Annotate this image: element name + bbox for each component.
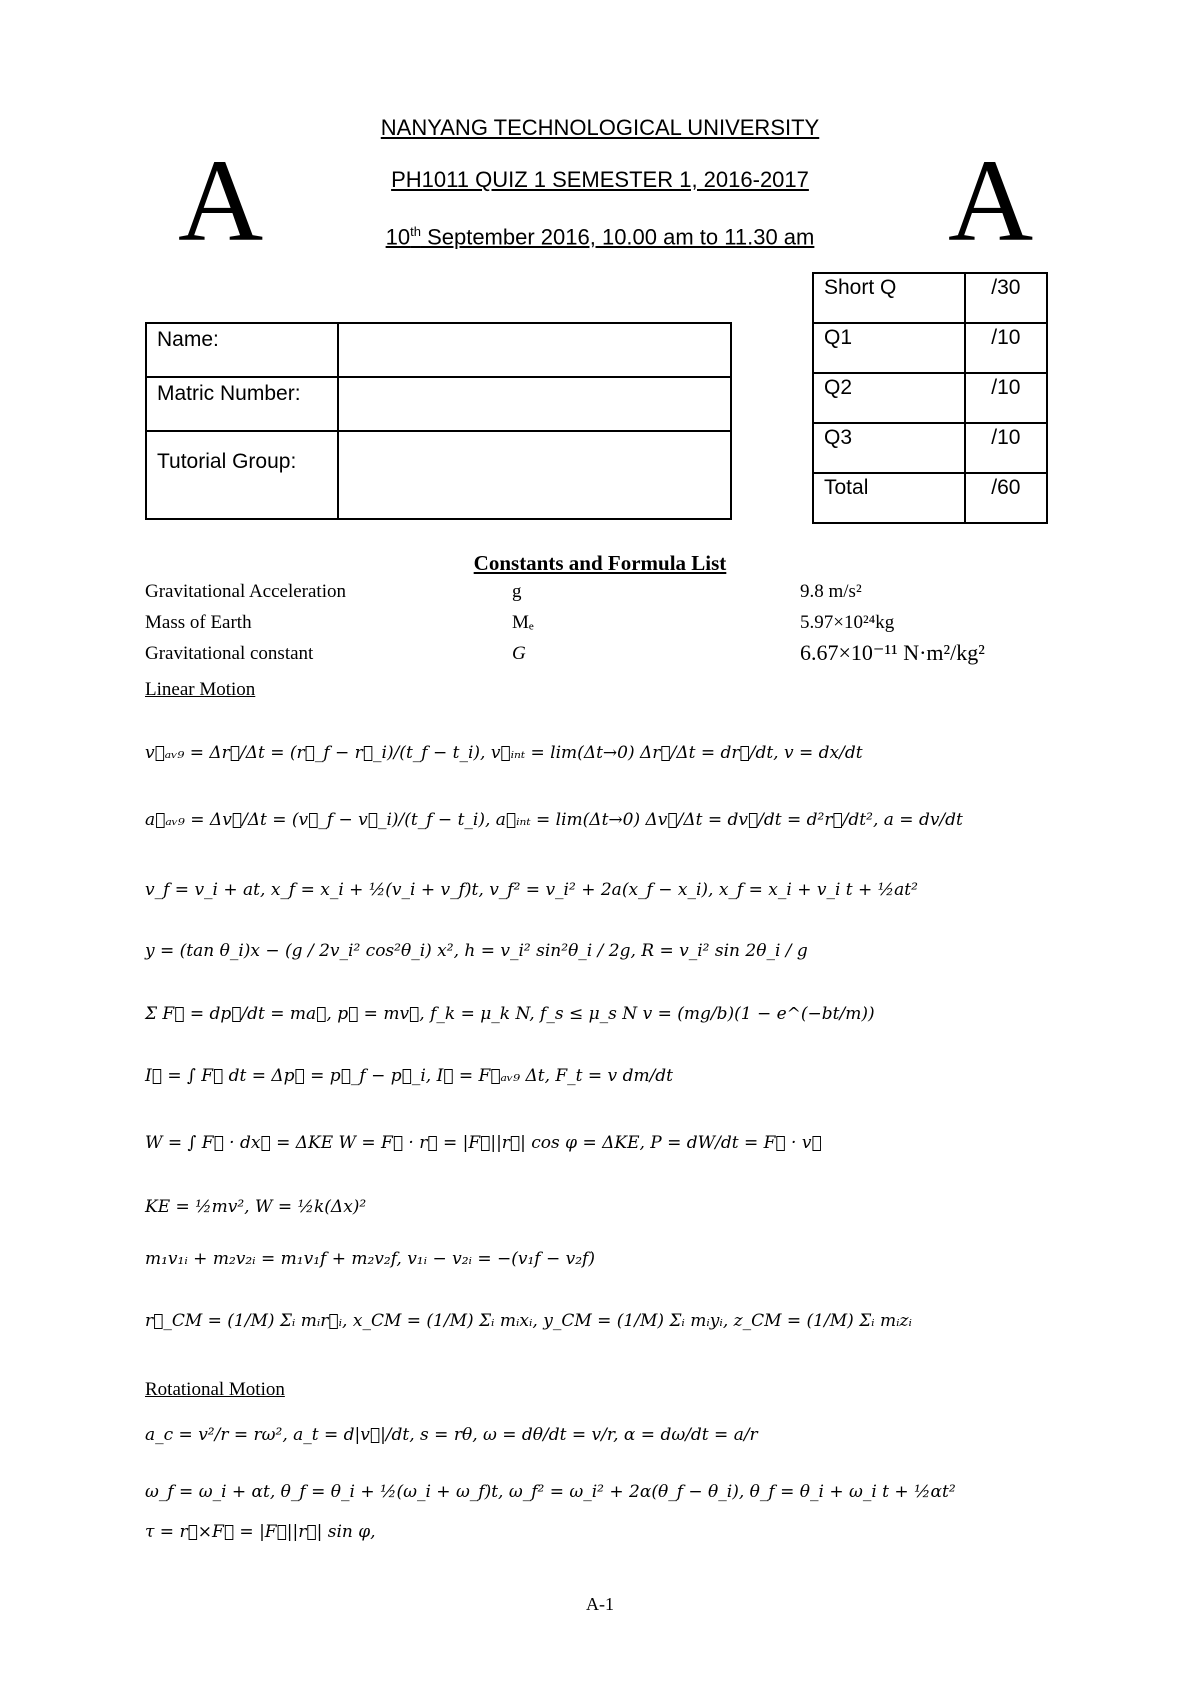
equation-line: v⃗ₐᵥ₉ = Δr⃗/Δt = (r⃗_f − r⃗_i)/(t_f − t_i), v⃗ᵢₙₜ = lim(Δt→0) Δr⃗/Δt = dr⃗/dt, v = dx/dt (145, 743, 863, 763)
constant-symbol: g (512, 581, 522, 602)
score-max: /10 (965, 423, 1047, 473)
date-day: 10 (385, 224, 411, 250)
section-linear-motion: Linear Motion (145, 679, 256, 700)
version-letter-left: A (178, 135, 264, 266)
equation-line: r⃗_CM = (1/M) Σᵢ mᵢr⃗ᵢ, x_CM = (1/M) Σᵢ mᵢxᵢ, y_CM = (1/M) Σᵢ mᵢyᵢ, z_CM = (1/M) Σᵢ mᵢzᵢ (145, 1311, 912, 1331)
section-rotational-motion: Rotational Motion (145, 1379, 285, 1400)
score-max: /30 (965, 273, 1047, 323)
score-max: /10 (965, 323, 1047, 373)
constant-value: 5.97×10²⁴kg (800, 612, 895, 633)
score-max: /60 (965, 473, 1047, 523)
equation-line: W = ∫ F⃗ · dx⃗ = ΔKE W = F⃗ · r⃗ = |F⃗||r⃗| cos φ = ΔKE, P = dW/dt = F⃗ · v⃗ (145, 1133, 822, 1153)
constant-symbol: G (512, 643, 526, 664)
name-label: Name: (146, 323, 338, 377)
matric-label: Matric Number: (146, 377, 338, 431)
equation-line: y = (tan θ_i)x − (g / 2v_i² cos²θ_i) x², h = v_i² sin²θ_i / 2g, R = v_i² sin 2θ_i / g (145, 941, 808, 961)
score-row (813, 273, 1047, 323)
score-row (813, 323, 1047, 373)
score-item: Q3 (813, 423, 965, 473)
date-suffix: th (410, 224, 421, 239)
score-row (813, 473, 1047, 523)
equation-line: I⃗ = ∫ F⃗ dt = Δp⃗ = p⃗_f − p⃗_i, I⃗ = F⃗ₐᵥ₉ Δt, F_t = v dm/dt (145, 1066, 674, 1086)
constant-symbol: Mₑ (512, 612, 534, 633)
equation-line: a⃗ₐᵥ₉ = Δv⃗/Δt = (v⃗_f − v⃗_i)/(t_f − t_i), a⃗ᵢₙₜ = lim(Δt→0) Δv⃗/Δt = dv⃗/dt = d²r⃗/dt², a = dv/dt (145, 810, 963, 830)
constant-value: 6.67×10⁻¹¹ N·m²/kg² (800, 640, 985, 665)
score-max: /10 (965, 373, 1047, 423)
constant-name: Mass of Earth (145, 612, 252, 633)
matric-field[interactable] (338, 377, 731, 431)
score-item: Total (813, 473, 965, 523)
score-row (813, 423, 1047, 473)
constant-name: Gravitational constant (145, 643, 314, 664)
name-row (146, 323, 731, 377)
matric-row (146, 377, 731, 431)
constant-value: 9.8 m/s² (800, 581, 862, 602)
equation-line: m₁v₁ᵢ + m₂v₂ᵢ = m₁v₁f + m₂v₂f, v₁ᵢ − v₂ᵢ = −(v₁f − v₂f) (145, 1249, 595, 1269)
equation-line: ω_f = ω_i + αt, θ_f = θ_i + ½(ω_i + ω_f)t, ω_f² = ω_i² + 2α(θ_f − θ_i), θ_f = θ_i + ω_i t + ½αt² (145, 1482, 956, 1502)
score-item: Short Q (813, 273, 965, 323)
tutorial-row (146, 431, 731, 519)
university-title: NANYANG TECHNOLOGICAL UNIVERSITY (380, 115, 820, 140)
equation-line: v_f = v_i + at, x_f = x_i + ½(v_i + v_f)t, v_f² = v_i² + 2a(x_f − x_i), x_f = x_i + v_i t + ½at² (145, 880, 918, 900)
score-row (813, 373, 1047, 423)
name-field[interactable] (338, 323, 731, 377)
constants-title: Constants and Formula List (473, 551, 727, 575)
score-item: Q1 (813, 323, 965, 373)
equation-line: a_c = v²/r = rω², a_t = d|v⃗|/dt, s = rθ, ω = dθ/dt = v/r, α = dω/dt = a/r (145, 1425, 758, 1445)
score-item: Q2 (813, 373, 965, 423)
score-table (812, 272, 1048, 524)
date-rest: September 2016, 10.00 am to 11.30 am (420, 224, 815, 250)
equation-line: Σ F⃗ = dp⃗/dt = ma⃗, p⃗ = mv⃗, f_k = μ_k N, f_s ≤ μ_s N v = (mg/b)(1 − e^(−bt/m)) (145, 1004, 875, 1024)
tutorial-field[interactable] (338, 431, 731, 519)
tutorial-label: Tutorial Group: (146, 431, 338, 519)
equation-line: τ = r⃗×F⃗ = |F⃗||r⃗| sin φ, (145, 1522, 376, 1542)
quiz-title: PH1011 QUIZ 1 SEMESTER 1, 2016-2017 (391, 167, 809, 192)
equation-line: KE = ½mv², W = ½k(Δx)² (145, 1197, 367, 1217)
constant-name: Gravitational Acceleration (145, 581, 346, 602)
exam-date (0, 219, 1200, 250)
version-letter-right: A (948, 135, 1034, 266)
student-info-table (145, 322, 732, 520)
page-number: A-1 (586, 1594, 614, 1614)
